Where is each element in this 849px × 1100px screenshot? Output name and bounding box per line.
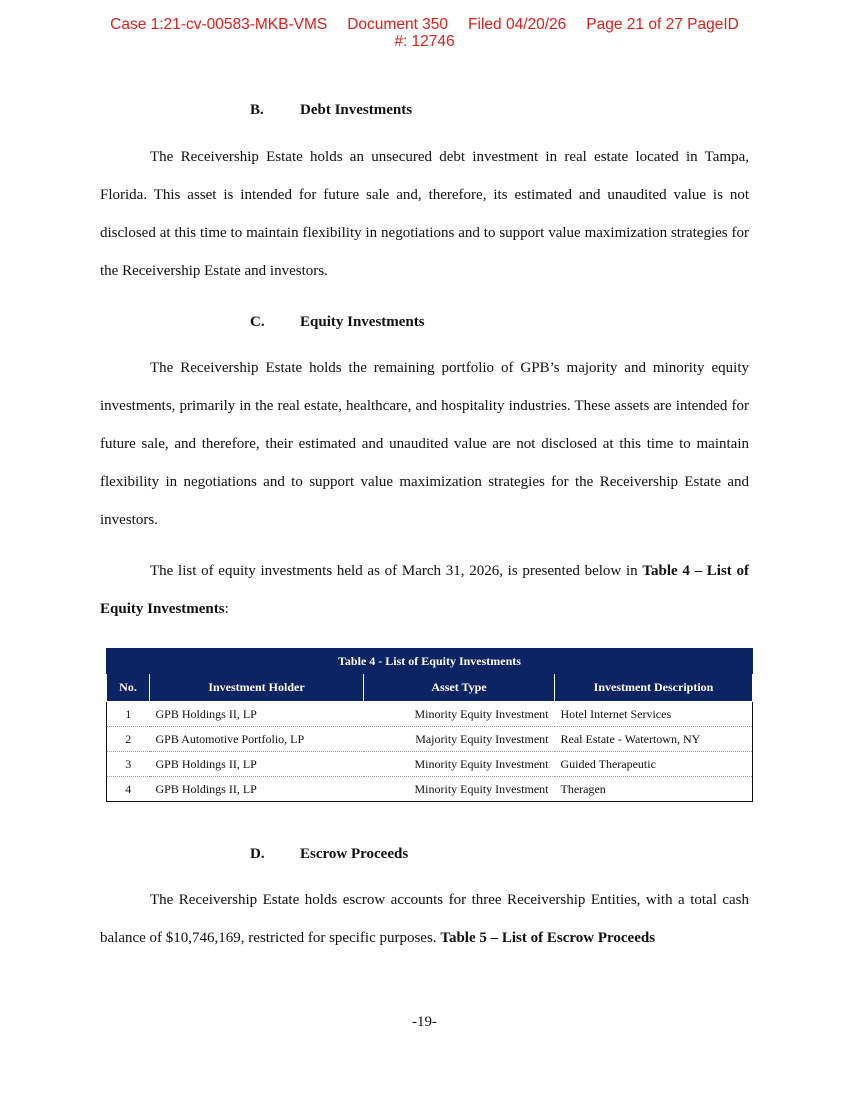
row-number: 2 [107, 727, 150, 752]
table-row [107, 777, 753, 802]
investment-holder: GPB Holdings II, LP [150, 777, 364, 802]
investment-description: Real Estate - Watertown, NY [555, 727, 753, 752]
table-title: Table 4 - List of Equity Investments [107, 649, 753, 674]
section-b-paragraph: The Receivership Estate holds an unsecured debt investment in real estate located in Tampa, Florida. This asset is intended for future sale and, therefore, its estimated and unaudited value is not disclosed at this time to maintain flexibility in negotiations and to support value maximization strategies for the Receivership Estate and investors. [100, 149, 749, 279]
document-number: Document 350 [347, 16, 449, 33]
section-c-heading [250, 314, 425, 331]
section-c-list-intro [100, 552, 749, 628]
investment-holder: GPB Holdings II, LP [150, 752, 364, 777]
section-c-paragraph: The Receivership Estate holds the remaining portfolio of GPB’s majority and minority equity investments, primarily in the real estate, healthcare, and hospitality industries. These assets are intended for future sale, and therefore, their estimated and unaudited value are not disclosed at this time to maintain flexibility in negotiations and to support value maximization strategies for the Receivership Estate and investors. [100, 360, 749, 528]
section-d-title: Escrow Proceeds [300, 846, 409, 862]
section-d-paragraph [100, 881, 749, 957]
investment-description: Theragen [555, 777, 753, 802]
section-c-title: Equity Investments [300, 314, 425, 330]
case-number: Case 1:21-cv-00583-MKB-VMS [110, 16, 328, 33]
column-header-description: Investment Description [555, 674, 753, 702]
row-number: 4 [107, 777, 150, 802]
row-number: 3 [107, 752, 150, 777]
page-id: #: 12746 [394, 33, 455, 50]
equity-investments-table [106, 648, 753, 802]
page-info: Page 21 of 27 PageID [586, 16, 739, 33]
column-header-no: No. [107, 674, 150, 702]
filed-date: Filed 04/20/26 [468, 16, 567, 33]
section-d-text: The Receivership Estate holds escrow accounts for three Receivership Entities, with a total cash balance of $10,746,169, restricted for specific purposes. [100, 892, 749, 946]
ecf-header [0, 16, 849, 50]
table-4-reference: Table 4 – List of Equity Investments [100, 563, 750, 617]
investment-holder: GPB Holdings II, LP [150, 702, 364, 727]
section-b-title: Debt Investments [300, 102, 413, 118]
asset-type: Minority Equity Investment [364, 702, 555, 727]
page-number: -19- [412, 1014, 437, 1030]
asset-type: Minority Equity Investment [364, 777, 555, 802]
section-b-heading [250, 102, 412, 119]
investment-description: Hotel Internet Services [555, 702, 753, 727]
asset-type: Minority Equity Investment [364, 752, 555, 777]
section-c-letter: C. [250, 314, 265, 330]
section-d-letter: D. [250, 846, 265, 862]
table-row [107, 727, 753, 752]
column-header-asset-type: Asset Type [364, 674, 555, 702]
investment-holder: GPB Automotive Portfolio, LP [150, 727, 364, 752]
ecf-header-line-1 [0, 16, 849, 33]
section-b-letter: B. [250, 102, 264, 118]
table-row [107, 702, 753, 727]
asset-type: Majority Equity Investment [364, 727, 555, 752]
row-number: 1 [107, 702, 150, 727]
table-row [107, 752, 753, 777]
column-header-holder: Investment Holder [150, 674, 364, 702]
table-5-reference: Table 5 – List of Escrow Proceeds [440, 930, 656, 946]
investment-description: Guided Therapeutic [555, 752, 753, 777]
section-d-heading [250, 846, 408, 863]
list-intro-colon: : [224, 601, 229, 617]
list-intro-text: The list of equity investments held as of March 31, 2026, is presented below in [150, 563, 643, 579]
